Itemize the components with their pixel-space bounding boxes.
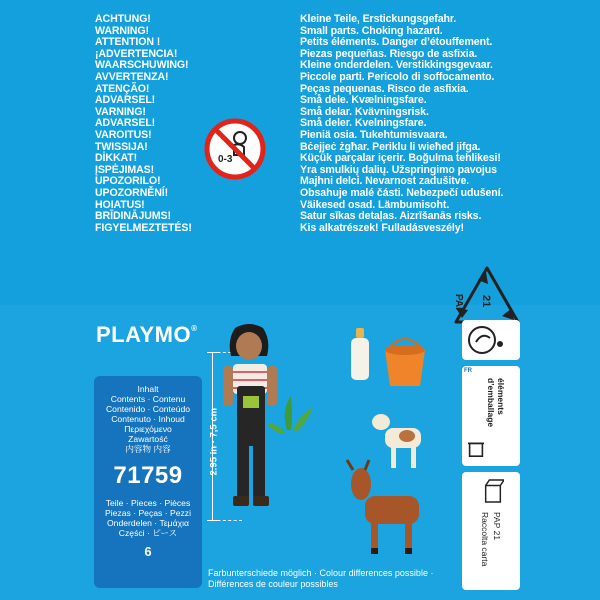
recycling-info-panel [458,320,524,592]
emballage-box [462,366,520,466]
warning-text: Kleine Teile, Erstickungsgefahr. [300,13,457,25]
warning-text: Petits éléments. Danger d’étouffement. [300,36,493,49]
raccolta-box [462,472,520,590]
disclaimer-line-1: Farbunterschiede möglich · Colour differences possible · [208,568,434,578]
warning-text: Peças pequenas. Risco de asfixia. [300,82,469,95]
warning-heading: UPOZORILO! [95,175,161,188]
warning-text: Yra smulkių dalių. Užspringimo pavojus [300,163,497,176]
contents-line: Zawartość [128,434,168,444]
contents-label [94,384,202,454]
warning-text: Piezas pequeñas. Riesgo de asfixia. [300,47,478,60]
warning-text: Små deler. Kvelningsfare. [300,117,427,130]
contents-line: Contenido · Conteúdo [105,404,191,414]
pieces-line: Onderdelen · Τεμάχια [107,518,189,528]
dimension-label: 2.95 in · 7,5 cm [208,407,220,476]
warning-heading: TWISSIJA! [95,140,148,153]
warning-heading: ¡ADVERTENCIA! [95,47,178,60]
registered-mark: ® [191,324,198,333]
brand-logo [96,322,198,348]
raccolta-line: Raccolta carta [480,512,490,567]
pieces-label [94,498,202,538]
age-badge: 0-3 [218,154,233,165]
bucket [385,339,425,386]
warning-heading: ADVARSEL! [95,117,156,130]
warning-heading: ATTENTION ! [95,36,161,49]
contents-line: Contenuto · Inhoud [111,414,185,424]
warning-text: Bċejjeċ żgħar. Periklu li wieħed jifga. [300,140,481,153]
warning-text: Piccole parti. Pericolo di soffocamento. [300,70,495,83]
warning-text: Pieniä osia. Tukehtumisvaara. [300,128,448,141]
disclaimer-line-2: Différences de couleur possibles [208,579,338,589]
warning-text: Kleine onderdelen. Verstikkingsgevaar. [300,59,493,72]
recycle-code: 21 [480,295,492,308]
bin-icon [468,440,484,458]
goat [347,460,419,554]
warning-heading: WAARSCHUWING! [95,59,189,72]
contents-line: Inhalt [137,384,159,394]
farmer-figure [223,324,277,506]
pap-line: PAP 21 [492,512,502,541]
milk-bottle [351,328,369,380]
no-children-under-3-icon [204,118,266,180]
contents-line: Περιεχόμενο [124,424,172,434]
warning-text: Små delar. Kvävningsrisk. [300,105,429,118]
pieces-line: Piezas · Peças · Pezzi [105,508,191,518]
fr-label: FR [464,368,472,374]
warning-text: Kis alkatrészek! Fulladásveszély! [300,221,464,234]
warning-heading: VARNING! [95,105,146,118]
colour-disclaimer [208,568,433,590]
warning-texts [300,14,530,234]
product-number: 71759 [113,462,183,489]
pieces-line: Teile · Pieces · Pièces [105,498,191,508]
box-icon [482,478,504,504]
emballage-line-2: d’emballage [486,378,496,428]
warning-text: Küçük parçalar içerir. Boğulma tehlikesi! [300,152,501,165]
warning-text: Små dele. Kvælningsfare. [300,94,427,107]
warning-heading: VAROITUS! [95,128,152,141]
warning-heading: ATENÇÃO! [95,82,150,95]
warning-text: Small parts. Choking hazard. [300,24,443,37]
contents-line: 内容物 内容 [125,444,171,454]
contents-line: Contents · Contenu [110,394,186,404]
warning-heading: ADVARSEL! [95,94,156,107]
warning-heading: ACHTUNG! [95,13,151,25]
emballage-line-1: éléments [496,378,506,415]
recycle-material: PAP [453,294,464,314]
product-info-box [94,376,202,588]
triman-icon [462,320,520,360]
warning-heading: ĮSPĖJIMAS! [95,163,155,176]
warning-heading: DİKKAT! [95,152,138,165]
warning-heading: WARNING! [95,24,149,37]
pieces-line: Części · ピース [118,528,178,538]
product-figures-illustration [215,320,455,570]
warning-text: Obsahuje malé části. Nebezpečí udušení. [300,186,504,199]
piece-count: 6 [144,544,152,559]
warning-heading: FIGYELMEZTETÉS! [95,221,192,234]
warning-heading: UPOZORNĚNÍ! [95,186,169,199]
warning-text: Satur sīkas detaļas. Aizrīšanās risks. [300,210,482,223]
brand-name: PLAYMO [96,322,192,347]
warning-heading: HOIATUS! [95,198,145,211]
goat-kid [372,414,421,468]
warning-heading: AVVERTENZA! [95,70,169,83]
warning-text: Väikesed osad. Lämbumisoht. [300,198,450,211]
warning-text: Majhni delci. Nevarnost zadušitve. [300,175,470,188]
recycling-logo-box [462,320,520,360]
warning-heading: BRĪDINĀJUMS! [95,210,171,223]
